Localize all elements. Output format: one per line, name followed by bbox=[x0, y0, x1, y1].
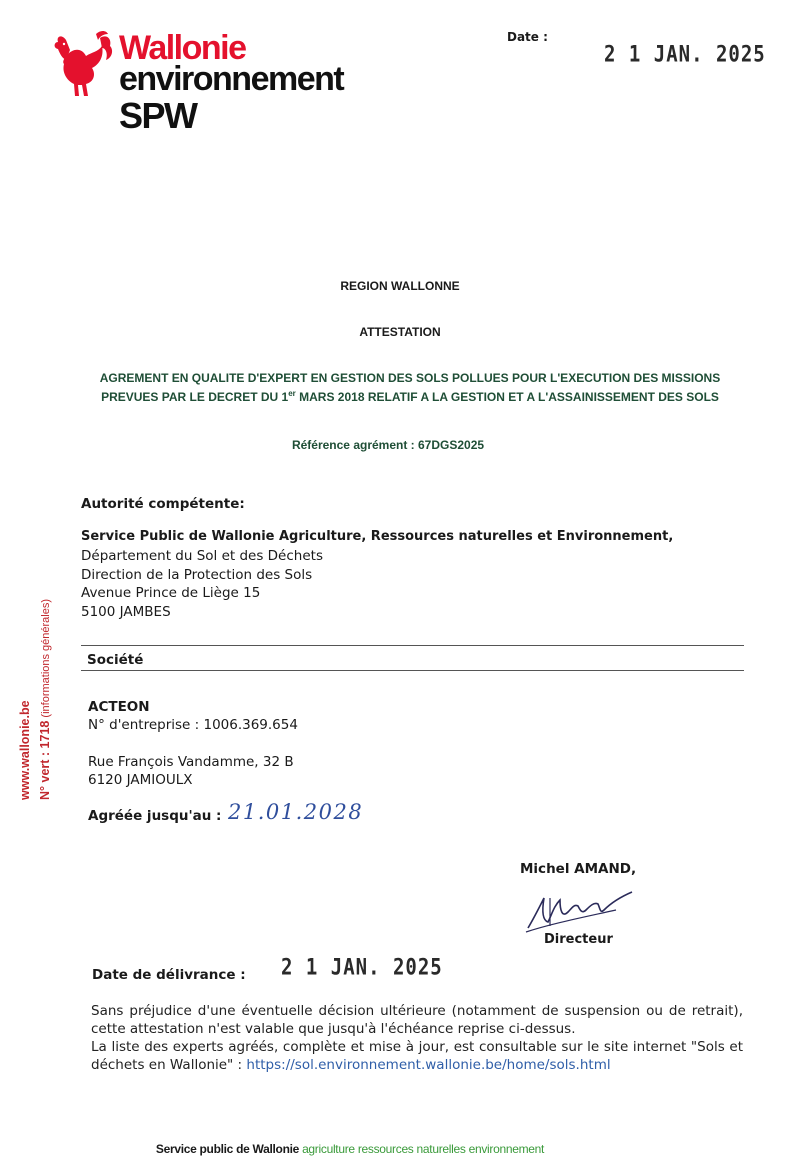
title-line-1: AGREMENT EN QUALITE D'EXPERT EN GESTION DES SOLS POLLUES POUR L'EXECUTION DES MISSIONS bbox=[99, 371, 721, 385]
authority-line: Direction de la Protection des Sols bbox=[81, 566, 313, 583]
wallonie-website: www.wallonie.be bbox=[18, 700, 32, 800]
company-address-line2: 6120 JAMIOULX bbox=[88, 772, 193, 788]
authority-name: Service Public de Wallonie Agriculture, Ressources naturelles et Environnement, bbox=[81, 529, 674, 544]
attestation-title bbox=[60, 371, 760, 405]
footer-service-name: Service public de Wallonie bbox=[155, 1142, 303, 1156]
experts-list-text: La liste des experts agréés, complète et mise à jour, est consultable sur le site internet "Sols et déchets en Wallonie" : bbox=[91, 1039, 743, 1073]
footer-service bbox=[0, 1142, 700, 1156]
date-label: Date : bbox=[507, 30, 548, 44]
date-stamp: 2 1 JAN. 2025 bbox=[604, 42, 766, 68]
company-name: ACTEON bbox=[88, 699, 150, 715]
region-heading: REGION WALLONNE bbox=[340, 279, 460, 293]
approved-until-label: Agréée jusqu'au : bbox=[88, 808, 222, 824]
title-line-2 bbox=[60, 386, 760, 405]
divider-top bbox=[81, 645, 744, 646]
signature-image bbox=[520, 888, 640, 936]
attestation-heading: ATTESTATION bbox=[359, 325, 441, 339]
authority-address bbox=[81, 547, 323, 621]
footer-service-domain: agriculture ressources naturelles environnement bbox=[302, 1142, 545, 1156]
authority-heading: Autorité compétente: bbox=[81, 496, 245, 512]
experts-list-notice bbox=[91, 1038, 743, 1074]
authority-line: Département du Sol et des Déchets bbox=[81, 548, 323, 564]
wallonie-environnement-logo bbox=[52, 28, 392, 138]
validity-notice: Sans préjudice d'une éventuelle décision ultérieure (notamment de suspension ou de retrait), cette attestation n'est valable que jusqu'à l'échéance reprise ci-dessus. bbox=[91, 1003, 743, 1037]
green-number: N° vert : 1718 bbox=[38, 720, 52, 800]
company-section-label: Société bbox=[87, 652, 144, 668]
green-number-line bbox=[36, 599, 54, 800]
approved-until-date: 21.01.2028 bbox=[228, 800, 364, 824]
authority-line: Avenue Prince de Liège 15 bbox=[81, 585, 261, 601]
green-number-info: (informations générales) bbox=[40, 598, 52, 721]
delivery-date-stamp: 2 1 JAN. 2025 bbox=[281, 955, 443, 981]
company-address-line1: Rue François Vandamme, 32 B bbox=[88, 754, 294, 770]
delivery-date-label: Date de délivrance : bbox=[92, 967, 246, 983]
authority-line: 5100 JAMBES bbox=[81, 603, 171, 620]
sols-website-link[interactable]: https://sol.environnement.wallonie.be/home/sols.html bbox=[246, 1057, 611, 1073]
title-line-2-end: MARS 2018 RELATIF A LA GESTION ET A L'ASSAINISSEMENT DES SOLS bbox=[295, 390, 719, 404]
title-line-2-start: PREVUES PAR LE DECRET DU 1 bbox=[101, 390, 289, 404]
rooster-icon bbox=[52, 30, 116, 100]
side-contact-note bbox=[18, 599, 54, 800]
signatory-name: Michel AMAND, bbox=[520, 861, 637, 877]
reference-agrement: Référence agrément : 67DGS2025 bbox=[291, 438, 485, 452]
logo-spw-text: SPW bbox=[119, 95, 197, 136]
title-superscript: er bbox=[288, 389, 296, 398]
logo-environnement-text: environnement bbox=[119, 60, 344, 98]
logo-wallonie-text: Wallonie bbox=[119, 29, 246, 67]
signatory-title: Directeur bbox=[544, 932, 613, 947]
enterprise-number: N° d'entreprise : 1006.369.654 bbox=[88, 717, 298, 733]
divider-bottom bbox=[81, 670, 744, 671]
